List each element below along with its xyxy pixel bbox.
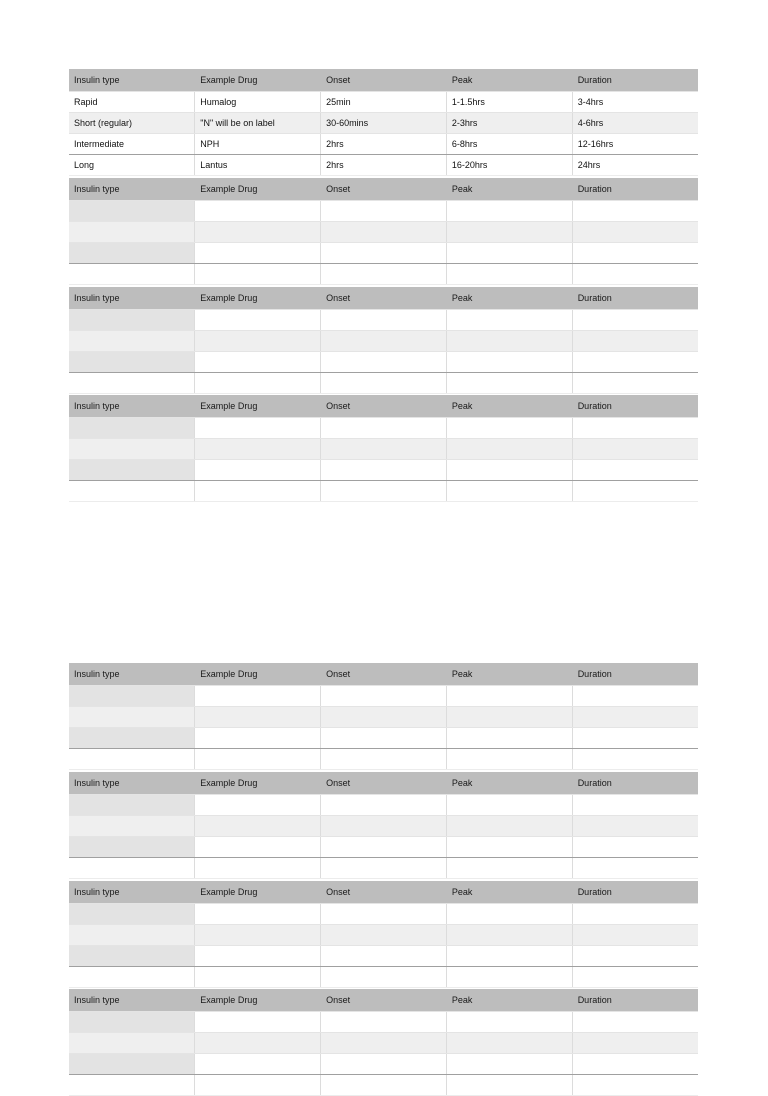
cell-onset (321, 857, 447, 878)
cell-duration (572, 1011, 698, 1032)
cell-onset (321, 685, 447, 706)
cell-duration (572, 480, 698, 501)
cell-duration (572, 794, 698, 815)
table-row (69, 748, 698, 769)
cell-onset (321, 438, 447, 459)
cell-duration: 12-16hrs (572, 133, 698, 154)
header-onset: Onset (321, 989, 447, 1011)
cell-onset (321, 924, 447, 945)
table-row (69, 372, 698, 393)
cell-onset: 30-60mins (321, 112, 447, 133)
cell-insulin-type (69, 1032, 195, 1053)
header-onset: Onset (321, 395, 447, 417)
cell-insulin-type (69, 685, 195, 706)
cell-onset (321, 903, 447, 924)
cell-peak (446, 727, 572, 748)
header-example-drug: Example Drug (195, 69, 321, 91)
cell-peak (446, 748, 572, 769)
table-row (69, 91, 698, 112)
table-row (69, 263, 698, 284)
cell-example-drug: Humalog (195, 91, 321, 112)
cell-insulin-type: Long (69, 154, 195, 175)
table-row (69, 417, 698, 438)
header-row (69, 395, 698, 417)
cell-peak: 2-3hrs (446, 112, 572, 133)
header-peak: Peak (446, 881, 572, 903)
cell-duration (572, 836, 698, 857)
cell-insulin-type (69, 263, 195, 284)
cell-example-drug (195, 924, 321, 945)
cell-duration (572, 417, 698, 438)
cell-peak (446, 417, 572, 438)
cell-insulin-type (69, 372, 195, 393)
table-row (69, 330, 698, 351)
cell-insulin-type (69, 309, 195, 330)
cell-example-drug (195, 903, 321, 924)
table-row (69, 112, 698, 133)
cell-duration (572, 945, 698, 966)
cell-insulin-type (69, 330, 195, 351)
header-example-drug: Example Drug (195, 663, 321, 685)
cell-example-drug (195, 242, 321, 263)
table-row (69, 727, 698, 748)
table-row (69, 945, 698, 966)
header-onset: Onset (321, 881, 447, 903)
cell-onset (321, 836, 447, 857)
cell-insulin-type (69, 924, 195, 945)
cell-insulin-type (69, 417, 195, 438)
header-onset: Onset (321, 772, 447, 794)
cell-duration (572, 1074, 698, 1095)
cell-duration: 24hrs (572, 154, 698, 175)
cell-onset (321, 417, 447, 438)
table-row (69, 200, 698, 221)
cell-peak (446, 200, 572, 221)
cell-example-drug (195, 1032, 321, 1053)
cell-onset (321, 706, 447, 727)
cell-example-drug (195, 417, 321, 438)
cell-insulin-type (69, 221, 195, 242)
cell-duration (572, 924, 698, 945)
cell-onset (321, 330, 447, 351)
cell-insulin-type (69, 438, 195, 459)
cell-example-drug (195, 351, 321, 372)
cell-insulin-type (69, 836, 195, 857)
cell-duration (572, 903, 698, 924)
cell-onset (321, 794, 447, 815)
header-onset: Onset (321, 287, 447, 309)
cell-example-drug: NPH (195, 133, 321, 154)
header-insulin-type: Insulin type (69, 663, 195, 685)
header-insulin-type: Insulin type (69, 989, 195, 1011)
header-row (69, 772, 698, 794)
cell-example-drug (195, 200, 321, 221)
cell-duration (572, 200, 698, 221)
table-row (69, 459, 698, 480)
cell-duration (572, 372, 698, 393)
cell-example-drug (195, 438, 321, 459)
cell-onset (321, 200, 447, 221)
cell-insulin-type: Rapid (69, 91, 195, 112)
header-peak: Peak (446, 395, 572, 417)
blank-table (69, 772, 698, 879)
cell-onset: 2hrs (321, 154, 447, 175)
header-row (69, 663, 698, 685)
header-duration: Duration (572, 663, 698, 685)
cell-duration (572, 815, 698, 836)
table-row (69, 1074, 698, 1095)
cell-insulin-type (69, 351, 195, 372)
cell-peak (446, 1074, 572, 1095)
cell-onset (321, 351, 447, 372)
cell-peak (446, 706, 572, 727)
cell-peak (446, 1032, 572, 1053)
header-row (69, 989, 698, 1011)
cell-onset (321, 372, 447, 393)
table-row (69, 1032, 698, 1053)
table-row (69, 242, 698, 263)
cell-insulin-type (69, 1011, 195, 1032)
blank-table (69, 287, 698, 394)
cell-example-drug (195, 748, 321, 769)
cell-peak (446, 966, 572, 987)
header-duration: Duration (572, 395, 698, 417)
header-duration: Duration (572, 69, 698, 91)
cell-duration (572, 438, 698, 459)
cell-peak: 6-8hrs (446, 133, 572, 154)
cell-example-drug (195, 221, 321, 242)
cell-peak (446, 263, 572, 284)
header-row (69, 287, 698, 309)
header-example-drug: Example Drug (195, 395, 321, 417)
cell-peak (446, 309, 572, 330)
insulin-reference-table (69, 69, 698, 176)
cell-peak (446, 794, 572, 815)
cell-duration (572, 966, 698, 987)
cell-example-drug (195, 459, 321, 480)
header-insulin-type: Insulin type (69, 395, 195, 417)
table-row (69, 924, 698, 945)
header-row (69, 69, 698, 91)
cell-example-drug (195, 815, 321, 836)
cell-onset (321, 480, 447, 501)
cell-example-drug (195, 309, 321, 330)
cell-duration (572, 727, 698, 748)
cell-insulin-type: Intermediate (69, 133, 195, 154)
cell-peak (446, 459, 572, 480)
cell-duration (572, 330, 698, 351)
header-peak: Peak (446, 69, 572, 91)
header-peak: Peak (446, 663, 572, 685)
cell-duration (572, 1032, 698, 1053)
cell-insulin-type (69, 200, 195, 221)
cell-example-drug (195, 1011, 321, 1032)
cell-duration (572, 1053, 698, 1074)
cell-insulin-type (69, 794, 195, 815)
table-row (69, 706, 698, 727)
header-row (69, 178, 698, 200)
table-row (69, 1011, 698, 1032)
cell-duration: 3-4hrs (572, 91, 698, 112)
cell-onset (321, 1053, 447, 1074)
cell-onset (321, 748, 447, 769)
cell-onset: 2hrs (321, 133, 447, 154)
cell-onset (321, 309, 447, 330)
blank-table (69, 395, 698, 502)
cell-example-drug (195, 727, 321, 748)
cell-example-drug (195, 857, 321, 878)
cell-example-drug: "N" will be on label (195, 112, 321, 133)
header-example-drug: Example Drug (195, 772, 321, 794)
table-row (69, 794, 698, 815)
cell-insulin-type (69, 480, 195, 501)
cell-insulin-type (69, 903, 195, 924)
blank-table (69, 989, 698, 1096)
table-row (69, 966, 698, 987)
table-row (69, 438, 698, 459)
table-row (69, 154, 698, 175)
cell-insulin-type (69, 459, 195, 480)
cell-insulin-type (69, 1053, 195, 1074)
header-peak: Peak (446, 178, 572, 200)
cell-peak (446, 351, 572, 372)
cell-example-drug (195, 330, 321, 351)
cell-peak (446, 685, 572, 706)
cell-onset (321, 1011, 447, 1032)
cell-insulin-type (69, 706, 195, 727)
cell-example-drug (195, 1074, 321, 1095)
cell-duration (572, 706, 698, 727)
cell-example-drug (195, 945, 321, 966)
cell-insulin-type (69, 945, 195, 966)
cell-example-drug (195, 794, 321, 815)
cell-onset: 25min (321, 91, 447, 112)
header-example-drug: Example Drug (195, 287, 321, 309)
cell-peak (446, 242, 572, 263)
cell-insulin-type: Short (regular) (69, 112, 195, 133)
cell-example-drug (195, 706, 321, 727)
cell-onset (321, 1032, 447, 1053)
cell-onset (321, 945, 447, 966)
cell-insulin-type (69, 727, 195, 748)
cell-peak (446, 330, 572, 351)
cell-duration: 4-6hrs (572, 112, 698, 133)
cell-onset (321, 966, 447, 987)
cell-peak: 16-20hrs (446, 154, 572, 175)
blank-table (69, 178, 698, 285)
cell-insulin-type (69, 815, 195, 836)
header-duration: Duration (572, 881, 698, 903)
cell-insulin-type (69, 242, 195, 263)
cell-example-drug (195, 480, 321, 501)
cell-duration (572, 309, 698, 330)
cell-peak (446, 372, 572, 393)
table-row (69, 903, 698, 924)
cell-duration (572, 351, 698, 372)
header-example-drug: Example Drug (195, 989, 321, 1011)
cell-insulin-type (69, 748, 195, 769)
cell-peak (446, 945, 572, 966)
header-duration: Duration (572, 989, 698, 1011)
header-duration: Duration (572, 287, 698, 309)
header-duration: Duration (572, 772, 698, 794)
cell-example-drug (195, 263, 321, 284)
header-example-drug: Example Drug (195, 178, 321, 200)
cell-duration (572, 857, 698, 878)
table-row (69, 685, 698, 706)
cell-duration (572, 748, 698, 769)
cell-peak (446, 903, 572, 924)
table-row (69, 815, 698, 836)
cell-onset (321, 727, 447, 748)
cell-peak (446, 438, 572, 459)
table-row (69, 221, 698, 242)
cell-onset (321, 242, 447, 263)
header-onset: Onset (321, 663, 447, 685)
cell-peak (446, 1011, 572, 1032)
cell-example-drug (195, 966, 321, 987)
table-row (69, 309, 698, 330)
cell-peak: 1-1.5hrs (446, 91, 572, 112)
cell-duration (572, 221, 698, 242)
cell-example-drug (195, 685, 321, 706)
header-insulin-type: Insulin type (69, 881, 195, 903)
cell-peak (446, 857, 572, 878)
header-insulin-type: Insulin type (69, 178, 195, 200)
cell-duration (572, 263, 698, 284)
cell-example-drug (195, 836, 321, 857)
header-insulin-type: Insulin type (69, 772, 195, 794)
header-insulin-type: Insulin type (69, 287, 195, 309)
header-example-drug: Example Drug (195, 881, 321, 903)
cell-peak (446, 815, 572, 836)
cell-insulin-type (69, 857, 195, 878)
cell-duration (572, 242, 698, 263)
header-onset: Onset (321, 69, 447, 91)
header-onset: Onset (321, 178, 447, 200)
cell-duration (572, 685, 698, 706)
header-peak: Peak (446, 989, 572, 1011)
table-row (69, 836, 698, 857)
cell-insulin-type (69, 966, 195, 987)
blank-table (69, 881, 698, 988)
cell-peak (446, 836, 572, 857)
cell-example-drug (195, 1053, 321, 1074)
header-insulin-type: Insulin type (69, 69, 195, 91)
cell-peak (446, 924, 572, 945)
cell-duration (572, 459, 698, 480)
cell-example-drug: Lantus (195, 154, 321, 175)
table-row (69, 480, 698, 501)
header-peak: Peak (446, 772, 572, 794)
cell-onset (321, 221, 447, 242)
blank-table (69, 663, 698, 770)
cell-onset (321, 263, 447, 284)
cell-peak (446, 1053, 572, 1074)
cell-onset (321, 815, 447, 836)
header-peak: Peak (446, 287, 572, 309)
cell-example-drug (195, 372, 321, 393)
table-row (69, 351, 698, 372)
table-row (69, 133, 698, 154)
header-duration: Duration (572, 178, 698, 200)
cell-peak (446, 480, 572, 501)
cell-onset (321, 1074, 447, 1095)
cell-onset (321, 459, 447, 480)
cell-insulin-type (69, 1074, 195, 1095)
cell-peak (446, 221, 572, 242)
table-row (69, 1053, 698, 1074)
header-row (69, 881, 698, 903)
table-row (69, 857, 698, 878)
